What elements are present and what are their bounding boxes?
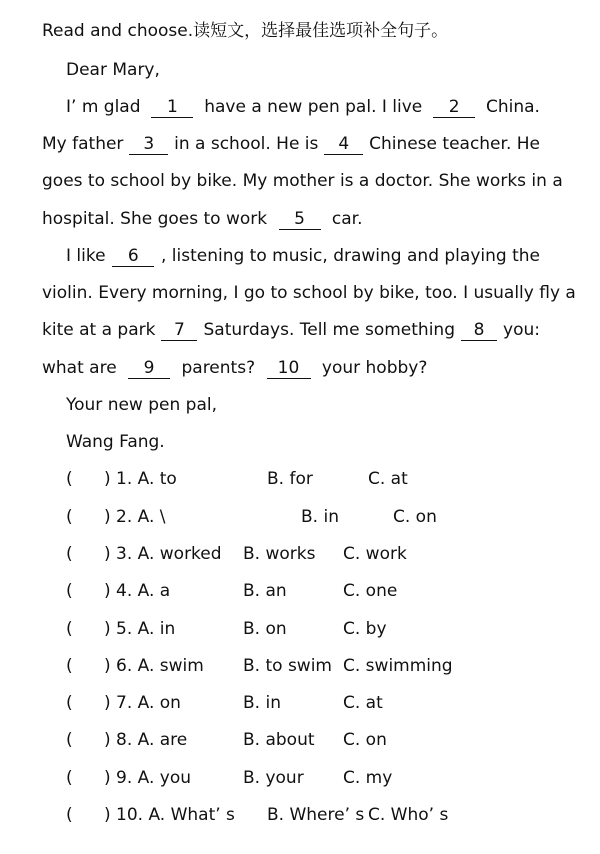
paren-open: ( — [66, 656, 73, 676]
text-segment: hospital. She goes to work — [42, 209, 268, 229]
letter-p1-line1 — [66, 94, 540, 120]
text-segment: violin. Every morning, I go to school by bike, too. I usually fly a — [42, 283, 576, 303]
letter-p1-line3 — [42, 168, 563, 194]
option-b: B. Where’ s — [267, 805, 365, 825]
paren-open: ( — [66, 619, 73, 639]
letter-greeting: Dear Mary, — [66, 60, 160, 80]
blank-10: 10 — [267, 358, 311, 379]
option-a: 6. A. swim — [116, 656, 204, 676]
option-b: B. works — [243, 544, 316, 564]
option-c: C. at — [343, 693, 383, 713]
paren-close: ) — [104, 805, 111, 825]
instruction-text: Read and choose.读短文，选择最佳选项补全句子。 — [42, 21, 449, 41]
option-c: C. on — [343, 730, 387, 750]
blank-4: 4 — [324, 134, 363, 155]
option-a: 4. A. a — [116, 581, 171, 601]
option-a: 1. A. to — [116, 469, 177, 489]
text-segment: I’ m glad — [66, 97, 141, 117]
text-segment: parents? — [181, 358, 256, 378]
paren-open: ( — [66, 805, 73, 825]
text-segment: have a new pen pal. I live — [204, 97, 423, 117]
blank-9: 9 — [128, 358, 170, 379]
text-segment: I like — [66, 246, 106, 266]
option-a: 2. A. \ — [116, 507, 166, 527]
option-a: 3. A. worked — [116, 544, 222, 564]
answer-bracket[interactable] — [66, 690, 111, 716]
text-segment: goes to school by bike. My mother is a doctor. She works in a — [42, 171, 563, 191]
option-a: 5. A. in — [116, 619, 176, 639]
answer-bracket[interactable] — [66, 541, 111, 567]
paren-open: ( — [66, 507, 73, 527]
text-segment: car. — [331, 209, 363, 229]
blank-6: 6 — [112, 246, 154, 267]
paren-open: ( — [66, 469, 73, 489]
letter-p2-line3 — [42, 317, 540, 343]
option-b: B. to swim — [243, 656, 332, 676]
paren-open: ( — [66, 581, 73, 601]
letter-signature: Wang Fang. — [66, 432, 165, 452]
blank-3: 3 — [129, 134, 168, 155]
paren-open: ( — [66, 768, 73, 788]
option-b: B. an — [243, 581, 287, 601]
text-segment: in a school. He is — [174, 134, 319, 154]
option-c: C. swimming — [343, 656, 453, 676]
text-segment: kite at a park — [42, 320, 156, 340]
text-segment: China. — [485, 97, 540, 117]
paren-close: ) — [104, 693, 111, 713]
blank-5: 5 — [279, 209, 321, 230]
paren-close: ) — [104, 656, 111, 676]
text-segment: what are — [42, 358, 117, 378]
answer-bracket[interactable] — [66, 504, 111, 530]
option-c: C. my — [343, 768, 393, 788]
blank-7: 7 — [161, 320, 197, 341]
answer-bracket[interactable] — [66, 727, 111, 753]
option-b: B. in — [243, 693, 281, 713]
answer-bracket[interactable] — [66, 616, 111, 642]
text-segment: Saturdays. Tell me something — [203, 320, 455, 340]
option-a: 9. A. you — [116, 768, 191, 788]
answer-bracket[interactable] — [66, 653, 111, 679]
option-c: C. on — [393, 507, 437, 527]
option-c: C. at — [368, 469, 408, 489]
letter-p1-line2 — [42, 131, 540, 157]
option-c: C. one — [343, 581, 398, 601]
paren-open: ( — [66, 693, 73, 713]
paren-close: ) — [104, 507, 111, 527]
text-segment: , listening to music, drawing and playing the — [160, 246, 540, 266]
text-segment: you: — [503, 320, 540, 340]
letter-p2-line2 — [42, 280, 576, 306]
paren-close: ) — [104, 730, 111, 750]
paren-close: ) — [104, 544, 111, 564]
letter-p2-line1 — [66, 243, 540, 269]
answer-bracket[interactable] — [66, 765, 111, 791]
option-b: B. in — [301, 507, 339, 527]
option-a: 8. A. are — [116, 730, 188, 750]
text-segment: your hobby? — [321, 358, 428, 378]
blank-2: 2 — [433, 97, 475, 118]
text-segment: My father — [42, 134, 124, 154]
option-b: B. on — [243, 619, 287, 639]
paren-close: ) — [104, 469, 111, 489]
option-c: C. Who’ s — [368, 805, 449, 825]
option-a: 10. A. What’ s — [116, 805, 235, 825]
answer-bracket[interactable] — [66, 466, 111, 492]
blank-1: 1 — [151, 97, 193, 118]
option-a: 7. A. on — [116, 693, 181, 713]
option-b: B. about — [243, 730, 315, 750]
option-b: B. your — [243, 768, 304, 788]
text-segment: Chinese teacher. He — [369, 134, 540, 154]
paren-close: ) — [104, 581, 111, 601]
answer-bracket[interactable] — [66, 802, 111, 828]
blank-8: 8 — [461, 320, 497, 341]
letter-p2-line4 — [42, 355, 540, 381]
option-c: C. by — [343, 619, 387, 639]
letter-p1-line4 — [42, 206, 540, 232]
answer-bracket[interactable] — [66, 578, 111, 604]
paren-open: ( — [66, 730, 73, 750]
paren-open: ( — [66, 544, 73, 564]
paren-close: ) — [104, 619, 111, 639]
option-b: B. for — [267, 469, 313, 489]
paren-close: ) — [104, 768, 111, 788]
letter-closing: Your new pen pal, — [66, 395, 217, 415]
option-c: C. work — [343, 544, 407, 564]
